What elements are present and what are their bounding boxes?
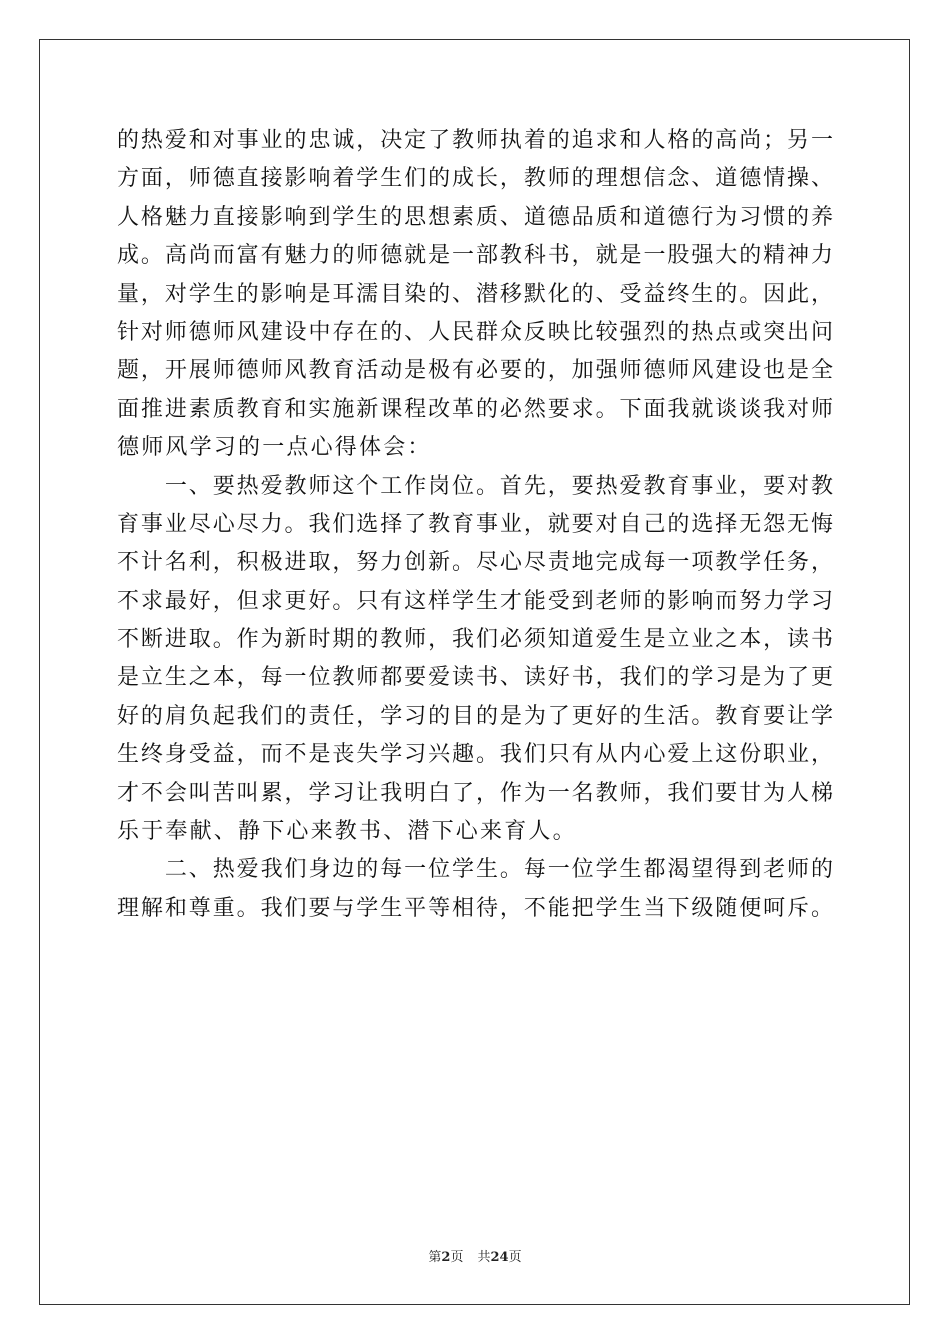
text-line: 的热爱和对事业的忠诚，决定了教师执着的追求和人格的高尚；另一 <box>117 128 833 153</box>
text-line: 不计名利，积极进取，努力创新。尽心尽责地完成每一项教学任务， <box>117 550 833 576</box>
text-line: 德师风学习的一点心得体会： <box>117 435 432 461</box>
document-body <box>117 122 833 928</box>
text-line: 成。高尚而富有魅力的师德就是一部教科书，就是一股强大的精神力 <box>117 243 833 269</box>
text-line: 一、要热爱教师这个工作岗位。首先，要热爱教育事业，要对教 <box>117 473 833 499</box>
text-line: 理解和尊重。我们要与学生平等相待，不能把学生当下级随便呵斥。 <box>117 895 833 921</box>
text-line: 人格魅力直接影响到学生的思想素质、道德品质和道德行为习惯的养 <box>117 204 833 230</box>
text-line: 生终身受益，而不是丧失学习兴趣。我们只有从内心爱上这份职业， <box>117 742 833 768</box>
text-line: 育事业尽心尽力。我们选择了教育事业，就要对自己的选择无怨无悔 <box>117 511 833 537</box>
page-suffix: 页 <box>450 1250 464 1265</box>
text-line: 量，对学生的影响是耳濡目染的、潜移默化的、受益终生的。因此， <box>117 281 833 307</box>
text-line: 乐于奉献、静下心来教书、潜下心来育人。 <box>117 819 577 845</box>
page-prefix: 第 <box>428 1250 442 1265</box>
text-line: 好的肩负起我们的责任，学习的目的是为了更好的生活。教育要让学 <box>117 703 833 729</box>
total-prefix: 共 <box>477 1250 491 1265</box>
text-line: 方面，师德直接影响着学生们的成长，教师的理想信念、道德情操、 <box>117 166 833 192</box>
text-line: 面推进素质教育和实施新课程改革的必然要求。下面我就谈谈我对师 <box>117 396 833 422</box>
page-current: 2 <box>441 1250 451 1265</box>
text-line: 题，开展师德师风教育活动是极有必要的，加强师德师风建设也是全 <box>117 358 833 384</box>
text-line: 不求最好，但求更好。只有这样学生才能受到老师的影响而努力学习 <box>117 588 833 614</box>
page-total: 24 <box>490 1250 509 1265</box>
text-line: 是立生之本，每一位教师都要爱读书、读好书，我们的学习是为了更 <box>117 665 833 691</box>
total-suffix: 页 <box>508 1250 522 1265</box>
text-line: 不断进取。作为新时期的教师，我们必须知道爱生是立业之本，读书 <box>117 627 833 653</box>
page-footer <box>0 1246 950 1265</box>
text-line: 二、热爱我们身边的每一位学生。每一位学生都渴望得到老师的 <box>117 857 833 883</box>
text-line: 才不会叫苦叫累，学习让我明白了，作为一名教师，我们要甘为人梯 <box>117 780 833 806</box>
text-line: 针对师德师风建设中存在的、人民群众反映比较强烈的热点或突出问 <box>117 319 833 345</box>
